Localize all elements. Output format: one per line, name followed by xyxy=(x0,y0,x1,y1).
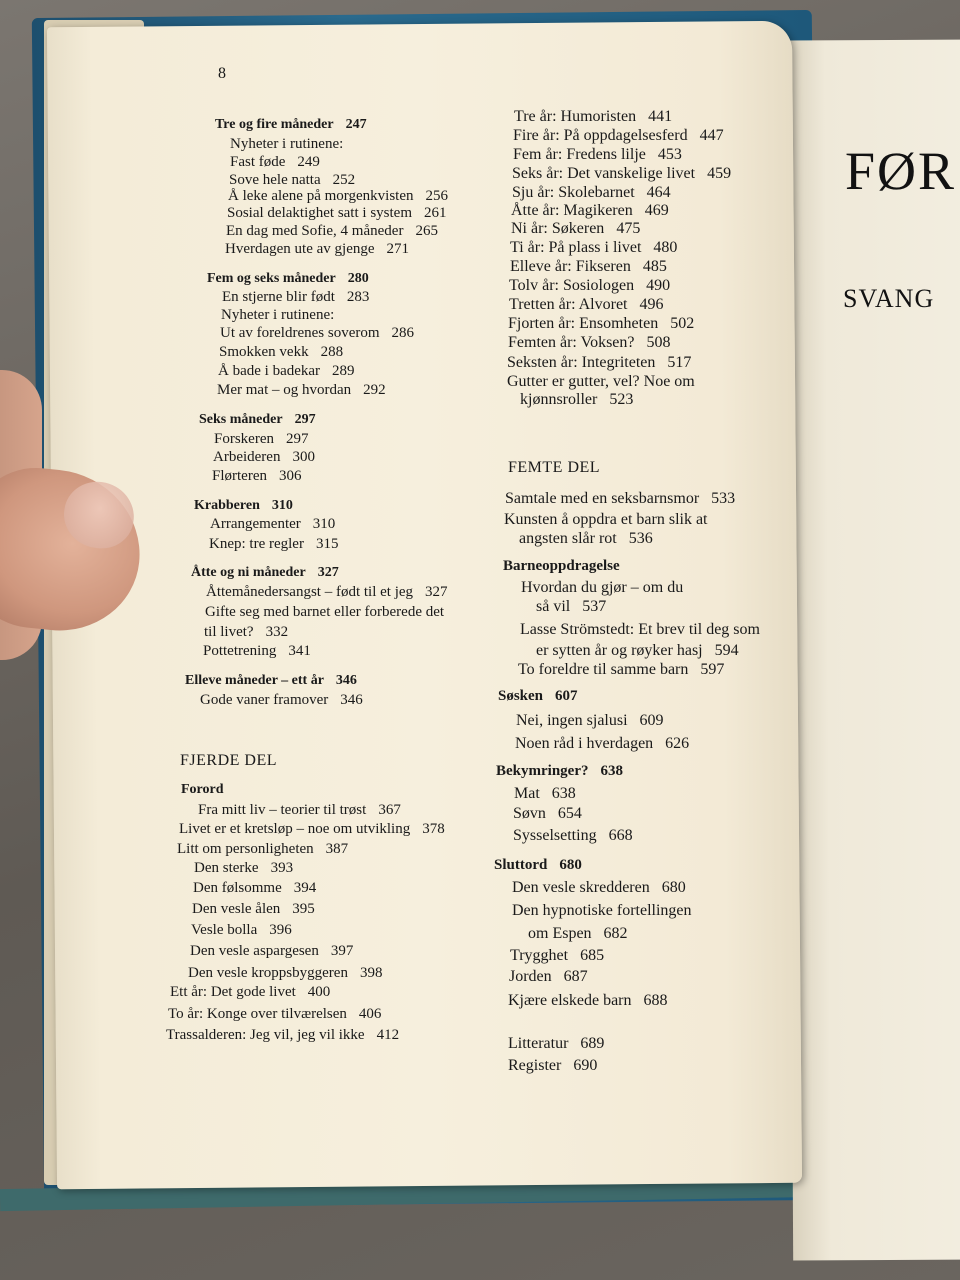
toc-entry xyxy=(206,585,448,600)
toc-entry-title: Samtale med en seksbarnsmor xyxy=(505,490,700,507)
toc-entry-title: Barneoppdragelse xyxy=(503,558,620,574)
toc-entry-page: 397 xyxy=(330,943,354,959)
toc-entry-title: til livet? xyxy=(204,624,254,640)
toc-entry-page: 502 xyxy=(670,315,695,332)
toc-entry-page: 687 xyxy=(563,968,588,985)
toc-entry-page: 689 xyxy=(580,1035,605,1052)
toc-entry-page: 517 xyxy=(667,354,692,371)
facing-page-heading: FØR xyxy=(845,141,957,201)
toc-entry-page: 247 xyxy=(345,117,367,132)
toc-entry xyxy=(190,944,353,959)
toc-entry-title: Arbeideren xyxy=(213,449,281,465)
toc-entry xyxy=(194,499,293,513)
facing-page-subheading: SVANG xyxy=(843,284,935,313)
toc-entry xyxy=(504,512,708,528)
toc-entry-page: 346 xyxy=(335,673,357,688)
toc-entry-page: 346 xyxy=(340,692,363,708)
toc-entry xyxy=(505,491,735,507)
toc-entry-title: Nyheter i rutinene: xyxy=(230,136,344,152)
toc-entry-page: 332 xyxy=(265,624,289,640)
toc-entry-title: Sysselsetting xyxy=(513,827,597,844)
toc-entry-page: 638 xyxy=(551,785,576,802)
toc-entry xyxy=(519,531,653,547)
toc-entry-page: 464 xyxy=(646,184,671,201)
toc-entry-title: Den vesle skredderen xyxy=(512,879,650,896)
toc-entry-page: 537 xyxy=(582,598,607,615)
toc-entry-page: 367 xyxy=(378,802,401,818)
toc-entry-title: FJERDE DEL xyxy=(180,752,277,769)
toc-entry-title: Den vesle ålen xyxy=(192,901,281,917)
toc-entry-page: 536 xyxy=(628,530,653,547)
toc-entry-title: Elleve år: Fikseren xyxy=(510,258,631,275)
toc-entry-page: 459 xyxy=(707,165,732,182)
toc-entry xyxy=(220,326,414,341)
toc-entry xyxy=(508,993,668,1009)
toc-entry-page: 626 xyxy=(665,735,690,752)
toc-entry-title: Vesle bolla xyxy=(191,922,258,938)
toc-entry-title: Gifte seg med barnet eller forberede det xyxy=(205,604,445,620)
toc-entry xyxy=(227,206,446,221)
toc-entry-page: 690 xyxy=(573,1057,598,1074)
toc-entry-title: Fem og seks måneder xyxy=(207,271,336,286)
page-number: 8 xyxy=(218,65,226,82)
toc-entry-page: 398 xyxy=(359,965,383,981)
toc-entry-title: Ti år: På plass i livet xyxy=(510,239,642,256)
toc-entry xyxy=(513,128,724,144)
toc-entry xyxy=(218,364,355,379)
toc-entry-title: Hvordan du gjør – om du xyxy=(521,579,684,596)
toc-entry-page: 441 xyxy=(648,108,673,125)
toc-entry xyxy=(230,137,343,152)
toc-entry-page: 533 xyxy=(711,490,736,507)
toc-entry-page: 286 xyxy=(391,325,415,341)
toc-entry-title: Fire år: På oppdagelsesferd xyxy=(513,127,688,144)
toc-entry xyxy=(191,566,339,580)
toc-entry xyxy=(508,460,600,476)
toc-entry-page: 310 xyxy=(271,498,293,513)
toc-entry-page: 475 xyxy=(616,220,641,237)
toc-entry xyxy=(503,559,620,574)
toc-entry xyxy=(225,242,409,257)
toc-entry xyxy=(209,537,338,552)
toc-entry-title: Jorden xyxy=(509,968,552,985)
toc-entry xyxy=(508,1036,604,1052)
toc-entry xyxy=(210,517,335,532)
toc-entry-page: 387 xyxy=(325,841,349,857)
toc-entry-title: Sove hele natta xyxy=(229,172,321,188)
toc-entry-page: 680 xyxy=(661,879,686,896)
toc-entry-page: 406 xyxy=(358,1006,382,1022)
toc-entry-page: 297 xyxy=(286,431,309,447)
toc-entry xyxy=(514,109,672,125)
toc-entry-page: 300 xyxy=(292,449,315,465)
toc-entry xyxy=(179,822,445,837)
toc-entry xyxy=(518,662,724,678)
toc-entry-title: Noen råd i hverdagen xyxy=(515,735,654,752)
toc-entry xyxy=(213,450,315,465)
toc-entry-page: 508 xyxy=(646,334,671,351)
toc-entry-page: 597 xyxy=(700,661,725,678)
toc-entry xyxy=(228,189,448,204)
toc-entry xyxy=(516,713,664,729)
toc-entry-page: 447 xyxy=(699,127,724,144)
toc-entry xyxy=(191,923,292,938)
toc-entry xyxy=(510,240,677,256)
toc-entry xyxy=(511,203,669,219)
toc-entry-title: Livet er et kretsløp – noe om utvikling xyxy=(179,821,411,837)
toc-entry-page: 280 xyxy=(347,271,369,286)
toc-entry xyxy=(193,881,316,896)
toc-entry-title: Lasse Strömstedt: Et brev til deg som xyxy=(520,621,760,638)
toc-entry xyxy=(203,644,311,659)
toc-entry xyxy=(512,185,671,201)
toc-entry-page: 288 xyxy=(320,344,344,360)
toc-entry-page: 496 xyxy=(639,296,664,313)
toc-entry xyxy=(221,308,334,323)
toc-entry-page: 283 xyxy=(346,289,370,305)
toc-entry xyxy=(230,155,320,170)
toc-entry xyxy=(508,1058,597,1074)
toc-entry xyxy=(188,966,382,981)
toc-entry-title: Sju år: Skolebarnet xyxy=(512,184,635,201)
toc-entry xyxy=(214,432,309,447)
toc-entry-page: 688 xyxy=(643,992,668,1009)
toc-entry xyxy=(513,147,682,163)
toc-entry-page: 327 xyxy=(317,565,339,580)
toc-entry-page: 638 xyxy=(600,763,623,779)
toc-entry xyxy=(510,948,604,964)
toc-entry-title: En dag med Sofie, 4 måneder xyxy=(226,223,404,239)
toc-entry-title: Sluttord xyxy=(494,857,548,873)
toc-entry-page: 265 xyxy=(415,223,438,239)
toc-entry-title: Den vesle aspargesen xyxy=(190,943,319,959)
toc-entry xyxy=(520,622,760,638)
toc-entry xyxy=(513,828,633,844)
toc-entry-title: Åttemånedersangst – født til et jeg xyxy=(206,584,414,600)
toc-entry-title: Den følsomme xyxy=(193,880,282,896)
toc-entry-title: Seks år: Det vanskelige livet xyxy=(512,165,696,182)
toc-entry-page: 394 xyxy=(293,880,317,896)
toc-entry-title: Å bade i badekar xyxy=(218,363,321,379)
toc-entry-title: Søsken xyxy=(498,688,544,704)
toc-entry-title: Trygghet xyxy=(510,947,569,964)
toc-entry-page: 261 xyxy=(423,205,447,221)
toc-entry-page: 594 xyxy=(714,642,739,659)
toc-entry xyxy=(212,469,301,484)
toc-entry xyxy=(507,355,691,371)
toc-entry-page: 654 xyxy=(557,805,582,822)
toc-entry-title: Sosial delaktighet satt i system xyxy=(227,205,412,221)
toc-entry-title: Knep: tre regler xyxy=(209,536,304,552)
toc-entry xyxy=(498,689,578,704)
toc-entry xyxy=(536,599,606,615)
toc-entry xyxy=(219,345,343,360)
toc-entry-page: 393 xyxy=(270,860,294,876)
toc-entry-title: Tre år: Humoristen xyxy=(514,108,637,125)
toc-entry xyxy=(200,693,363,708)
toc-entry xyxy=(512,166,731,182)
toc-entry-title: Hverdagen ute av gjenge xyxy=(225,241,375,257)
toc-entry xyxy=(198,803,401,818)
toc-entry xyxy=(229,173,355,188)
toc-entry xyxy=(226,224,438,239)
toc-entry-title: Litteratur xyxy=(508,1035,569,1052)
toc-entry xyxy=(511,221,640,237)
toc-entry-title: Litt om personligheten xyxy=(177,841,314,857)
toc-entry xyxy=(194,861,293,876)
toc-entry xyxy=(536,643,739,659)
toc-entry-title: Forskeren xyxy=(214,431,274,447)
toc-entry-title: Seksten år: Integriteten xyxy=(507,354,656,371)
toc-entry xyxy=(185,674,357,688)
toc-entry-title: FEMTE DEL xyxy=(508,459,601,476)
toc-entry-title: Smokken vekk xyxy=(219,344,309,360)
toc-entry xyxy=(509,278,670,294)
toc-entry-page: 453 xyxy=(657,146,682,163)
toc-entry xyxy=(512,880,686,896)
toc-entry-page: 292 xyxy=(363,382,386,398)
toc-entry-title: Kunsten å oppdra et barn slik at xyxy=(504,511,708,528)
toc-entry-title: om Espen xyxy=(528,925,592,942)
toc-entry-page: 310 xyxy=(312,516,336,532)
toc-entry xyxy=(168,1007,381,1022)
toc-entry-title: Forord xyxy=(181,782,224,797)
toc-entry-title: Åtte år: Magikeren xyxy=(511,202,633,219)
toc-entry-title: Nyheter i rutinene: xyxy=(221,307,335,323)
toc-entry-title: Den hypnotiske fortellingen xyxy=(512,902,692,919)
toc-entry xyxy=(494,858,582,873)
toc-entry-title: Seks måneder xyxy=(199,412,283,427)
toc-entry-title: Fjorten år: Ensomheten xyxy=(508,315,659,332)
toc-entry xyxy=(509,297,664,313)
toc-entry xyxy=(514,786,576,802)
toc-entry xyxy=(217,383,386,398)
toc-entry xyxy=(510,259,667,275)
toc-entry-title: Tolv år: Sosiologen xyxy=(509,277,635,294)
toc-entry-title: Å leke alene på morgenkvisten xyxy=(228,188,414,204)
toc-entry-page: 256 xyxy=(425,188,448,204)
toc-entry-title: Arrangementer xyxy=(210,516,301,532)
toc-entry xyxy=(192,902,315,917)
toc-entry-page: 609 xyxy=(639,712,664,729)
toc-entry xyxy=(222,290,369,305)
toc-entry-title: Tretten år: Alvoret xyxy=(509,296,628,313)
toc-entry-page: 400 xyxy=(307,984,331,1000)
toc-entry xyxy=(512,903,692,919)
toc-entry-page: 341 xyxy=(288,643,311,659)
toc-entry-page: 485 xyxy=(642,258,667,275)
toc-entry-title: Åtte og ni måneder xyxy=(191,565,306,580)
toc-entry-page: 395 xyxy=(292,901,315,917)
toc-entry xyxy=(515,736,689,752)
toc-entry-title: Nei, ingen sjalusi xyxy=(516,712,628,729)
toc-entry xyxy=(508,335,671,351)
toc-entry-title: Den sterke xyxy=(194,860,259,876)
toc-entry-title: kjønnsroller xyxy=(520,391,598,408)
toc-entry-title: Mat xyxy=(514,785,540,802)
toc-entry-title: Femten år: Voksen? xyxy=(508,334,635,351)
toc-entry-title: Ni år: Søkeren xyxy=(511,220,605,237)
toc-entry xyxy=(508,316,694,332)
toc-entry-title: Trassalderen: Jeg vil, jeg vil ikke xyxy=(166,1027,365,1043)
toc-entry-page: 490 xyxy=(646,277,671,294)
toc-entry-page: 378 xyxy=(422,821,445,837)
toc-entry xyxy=(177,842,348,857)
toc-entry-page: 682 xyxy=(603,925,628,942)
toc-entry-title: Krabberen xyxy=(194,498,260,513)
toc-entry xyxy=(509,969,588,985)
toc-entry-page: 289 xyxy=(332,363,355,379)
toc-entry-title: Gode vaner framover xyxy=(200,692,329,708)
toc-entry-page: 607 xyxy=(555,688,578,704)
toc-entry xyxy=(520,392,633,408)
toc-entry-title: Register xyxy=(508,1057,562,1074)
toc-entry xyxy=(205,605,444,620)
toc-entry-title: To foreldre til samme barn xyxy=(518,661,689,678)
toc-entry-page: 523 xyxy=(609,391,634,408)
toc-entry xyxy=(170,985,330,1000)
toc-entry xyxy=(166,1028,399,1043)
toc-entry-page: 306 xyxy=(278,468,302,484)
toc-entry-title: Den vesle kroppsbyggeren xyxy=(188,965,348,981)
toc-entry-title: Ut av foreldrenes soverom xyxy=(220,325,380,341)
toc-entry-page: 685 xyxy=(580,947,605,964)
toc-entry xyxy=(528,926,628,942)
toc-entry xyxy=(507,374,695,390)
toc-entry xyxy=(207,272,369,286)
toc-entry-title: Mer mat – og hvordan xyxy=(217,382,352,398)
toc-entry-title: er sytten år og røyker hasj xyxy=(536,642,703,659)
toc-entry xyxy=(204,625,288,640)
toc-entry-page: 315 xyxy=(315,536,339,552)
toc-entry-page: 252 xyxy=(332,172,356,188)
toc-entry-title: Ett år: Det gode livet xyxy=(170,984,296,1000)
toc-entry-title: Søvn xyxy=(513,805,546,822)
toc-entry-page: 249 xyxy=(297,154,320,170)
toc-entry-title: Tre og fire måneder xyxy=(215,117,334,132)
toc-entry-page: 680 xyxy=(559,857,582,873)
toc-entry xyxy=(180,753,277,769)
toc-entry-page: 327 xyxy=(425,584,448,600)
toc-entry-title: Gutter er gutter, vel? Noe om xyxy=(507,373,695,390)
toc-entry-page: 469 xyxy=(644,202,669,219)
toc-entry-page: 271 xyxy=(386,241,410,257)
toc-entry-title: Pottetrening xyxy=(203,643,277,659)
toc-entry-title: angsten slår rot xyxy=(519,530,617,547)
toc-entry-page: 297 xyxy=(294,412,316,427)
toc-entry-title: Fem år: Fredens lilje xyxy=(513,146,646,163)
toc-entry xyxy=(215,118,367,132)
toc-entry-title: Elleve måneder – ett år xyxy=(185,673,324,688)
toc-entry-title: En stjerne blir født xyxy=(222,289,335,305)
toc-entry xyxy=(513,806,582,822)
toc-entry xyxy=(199,413,316,427)
toc-entry xyxy=(496,764,623,779)
toc-entry-page: 668 xyxy=(608,827,633,844)
toc-entry xyxy=(181,783,224,797)
toc-entry-page: 396 xyxy=(269,922,292,938)
toc-entry-title: Bekymringer? xyxy=(496,763,589,779)
toc-entry-title: Flørteren xyxy=(212,468,267,484)
toc-entry-page: 480 xyxy=(653,239,678,256)
toc-entry-title: Fra mitt liv – teorier til trøst xyxy=(198,802,367,818)
toc-entry-title: Kjære elskede barn xyxy=(508,992,632,1009)
toc-entry-page: 412 xyxy=(376,1027,400,1043)
toc-entry-title: To år: Konge over tilværelsen xyxy=(168,1006,347,1022)
toc-entry-title: Fast føde xyxy=(230,154,286,170)
toc-entry xyxy=(521,580,683,596)
toc-entry-title: så vil xyxy=(536,598,571,615)
